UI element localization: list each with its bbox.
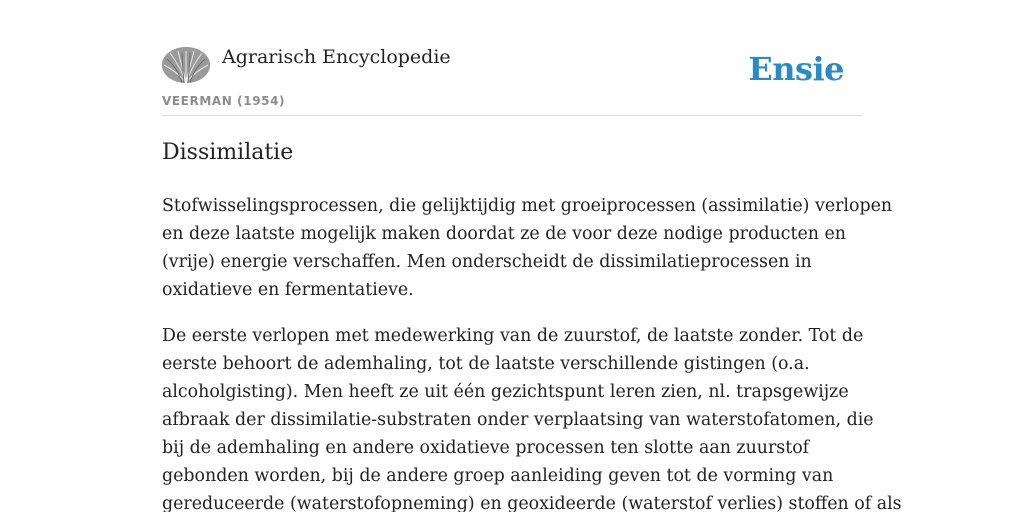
paragraph-2 [162, 322, 902, 512]
entry-title: Dissimilatie [162, 140, 294, 165]
paragraph-1 [162, 192, 893, 304]
wheat-engraving-icon[interactable] [162, 47, 210, 83]
text-line: eerste behoort de ademhaling, tot de laatste verschillende gistingen (o.a. [162, 354, 810, 374]
text-line: alcoholgisting). Men heeft ze uit één gezichtspunt leren zien, nl. trapsgewijze [162, 382, 849, 402]
text-line: en deze laatste mogelijk maken doordat ze de voor deze nodige producten en [162, 224, 846, 244]
text-line: oxidatieve en fermentatieve. [162, 280, 414, 300]
text-line: bij de ademhaling en andere oxidatieve processen ten slotte aan zuurstof [162, 438, 810, 458]
book-header [162, 40, 862, 116]
entry-body [162, 192, 902, 512]
ensie-logo[interactable]: Ensie [748, 50, 844, 88]
text-line: gereduceerde (waterstofopneming) en geoxideerde (waterstof verlies) stoffen of als [162, 494, 902, 512]
text-line: De eerste verlopen met medewerking van de zuurstof, de laatste zonder. Tot de [162, 326, 864, 346]
book-meta: VEERMAN (1954) [162, 94, 286, 108]
text-line: gebonden worden, bij de andere groep aanleiding geven tot de vorming van [162, 466, 834, 486]
book-title[interactable]: Agrarisch Encyclopedie [222, 46, 451, 68]
text-line: afbraak der dissimilatie-substraten onder verplaatsing van waterstofatomen, die [162, 410, 874, 430]
text-line: Stofwisselingsprocessen, die gelijktijdig met groeiprocessen (assimilatie) verlopen [162, 196, 893, 216]
text-line: (vrije) energie verschaffen. Men onderscheidt de dissimilatieprocessen in [162, 252, 812, 272]
